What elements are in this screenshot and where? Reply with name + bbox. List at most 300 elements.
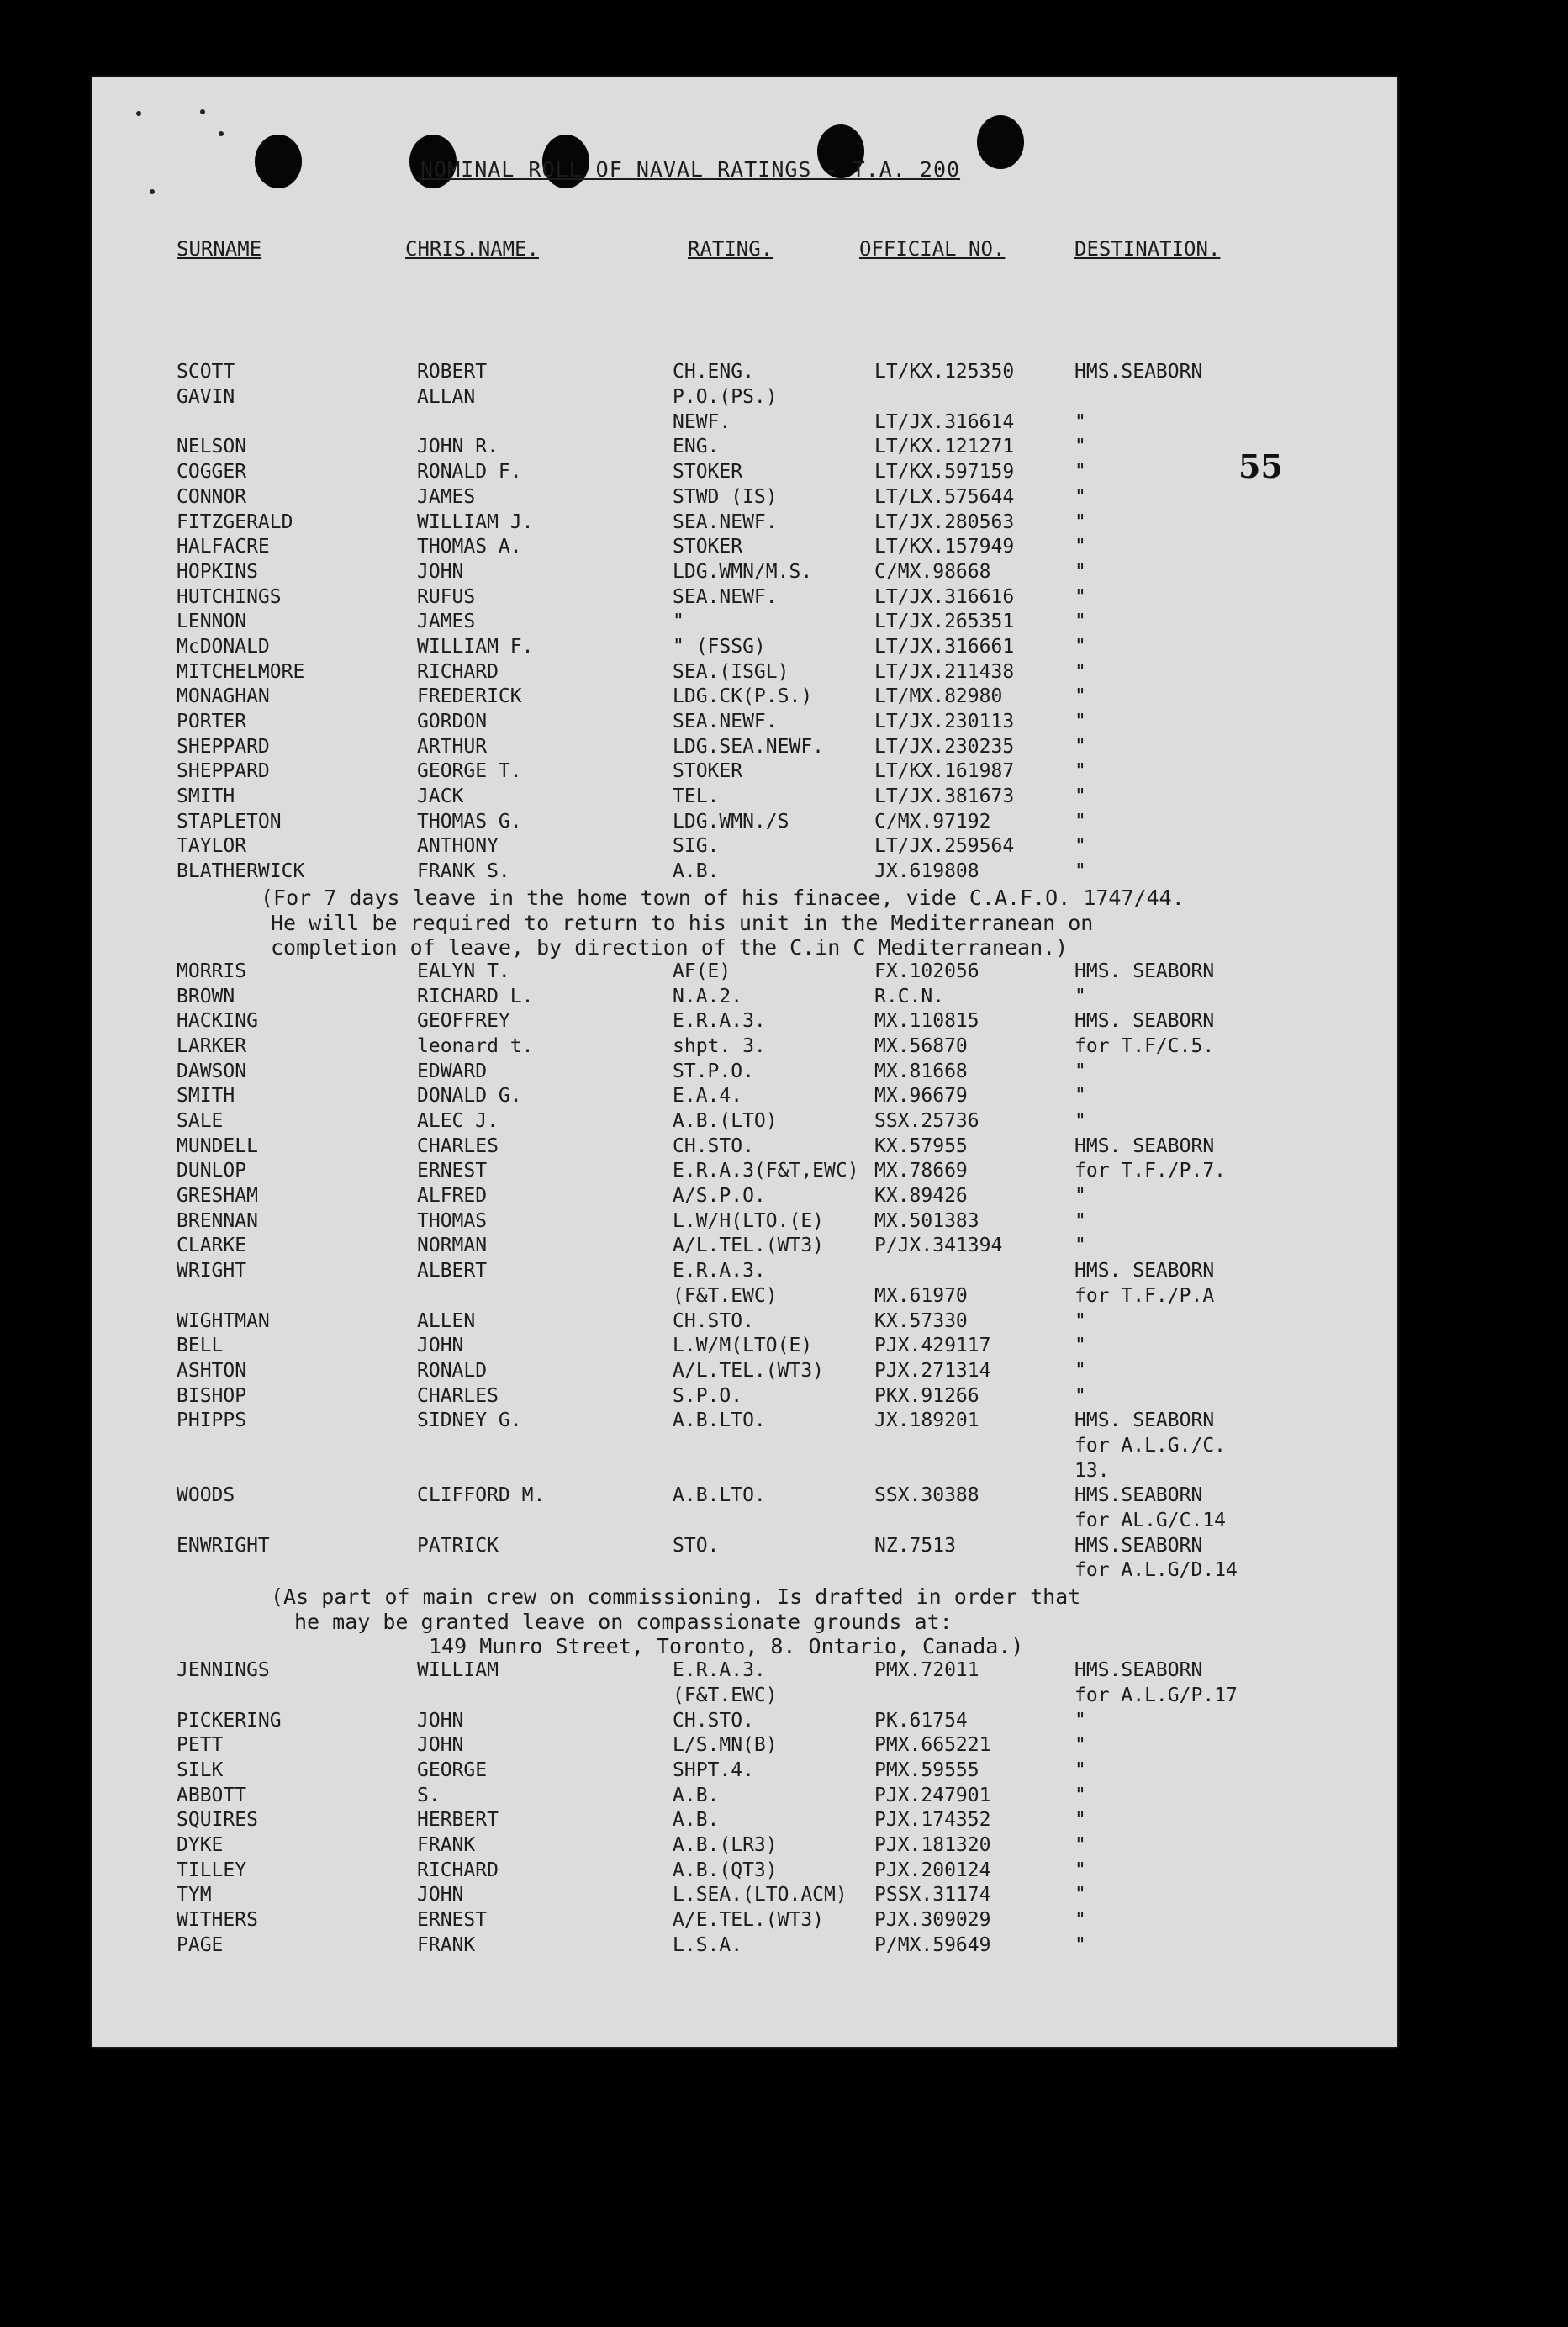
- official-no-cell: LT/KX.161987: [874, 760, 1015, 783]
- chris-name-cell: WILLIAM F.: [417, 635, 534, 658]
- official-no-cell: LT/KX.121271: [874, 436, 1015, 458]
- surname-cell: ASHTON: [177, 1359, 247, 1382]
- surname-cell: WRIGHT: [177, 1260, 247, 1282]
- table-row: [92, 711, 1397, 736]
- chris-name-cell: GEORGE: [417, 1758, 488, 1781]
- table-row: [92, 1035, 1397, 1060]
- chris-name-cell: ANTHONY: [417, 835, 499, 858]
- surname-cell: LENNON: [177, 611, 247, 633]
- surname-cell: SQUIRES: [177, 1809, 258, 1832]
- destination-cell: ": [1074, 735, 1086, 758]
- destination-cell: HMS. SEABORN: [1074, 1010, 1215, 1033]
- destination-cell: for A.L.G/D.14: [1074, 1559, 1238, 1582]
- rating-cell: N.A.2.: [673, 985, 743, 1007]
- official-no-cell: LT/KX.125350: [874, 361, 1015, 383]
- surname-cell: HACKING: [177, 1010, 258, 1033]
- rating-cell: S.P.O.: [673, 1384, 743, 1407]
- rating-cell: ENG.: [673, 436, 720, 458]
- destination-cell: ": [1074, 1884, 1086, 1907]
- official-no-cell: JX.189201: [874, 1409, 979, 1432]
- chris-name-cell: CHARLES: [417, 1134, 499, 1157]
- table-row: [92, 1210, 1397, 1235]
- chris-name-cell: ALLEN: [417, 1309, 476, 1332]
- chris-name-cell: RONALD F.: [417, 461, 522, 484]
- chris-name-cell: JAMES: [417, 611, 476, 633]
- table-row: [92, 1060, 1397, 1086]
- table-row: [92, 536, 1397, 561]
- rating-cell: P.O.(PS.): [673, 386, 778, 409]
- rating-cell: CH.STO.: [673, 1134, 754, 1157]
- chris-name-cell: JOHN R.: [417, 436, 499, 458]
- rating-cell: CH.STO.: [673, 1709, 754, 1732]
- destination-cell: ": [1074, 461, 1086, 484]
- official-no-cell: MX.56870: [874, 1034, 968, 1057]
- table-row: [92, 860, 1397, 886]
- rating-cell: SIG.: [673, 835, 720, 858]
- rating-cell: NEWF.: [673, 410, 731, 433]
- surname-cell: JENNINGS: [177, 1659, 270, 1682]
- official-no-cell: PJX.309029: [874, 1909, 991, 1931]
- surname-cell: ENWRIGHT: [177, 1534, 270, 1557]
- chris-name-cell: FRANK S.: [417, 860, 510, 883]
- rating-cell: A/E.TEL.(WT3): [673, 1909, 825, 1931]
- rating-cell: L/S.MN(B): [673, 1734, 778, 1757]
- table-row: [92, 1135, 1397, 1161]
- rating-cell: SEA.NEWF.: [673, 711, 778, 732]
- surname-cell: PHIPPS: [177, 1409, 247, 1432]
- table-row: [92, 1110, 1397, 1135]
- official-no-cell: LT/KX.597159: [874, 461, 1015, 484]
- surname-cell: McDONALD: [177, 635, 270, 658]
- official-no-cell: LT/JX.211438: [874, 660, 1015, 683]
- surname-cell: BROWN: [177, 985, 235, 1007]
- chris-name-cell: CLIFFORD M.: [417, 1484, 546, 1507]
- surname-cell: SILK: [177, 1758, 224, 1781]
- table-row: [92, 760, 1397, 785]
- rating-cell: E.R.A.3(F&T,EWC): [673, 1160, 859, 1182]
- official-no-cell: PJX.271314: [874, 1359, 991, 1382]
- destination-cell: 13.: [1074, 1459, 1110, 1482]
- surname-cell: WIGHTMAN: [177, 1309, 270, 1332]
- destination-cell: ": [1074, 1110, 1086, 1132]
- surname-cell: DUNLOP: [177, 1160, 247, 1182]
- destination-cell: HMS. SEABORN: [1074, 960, 1215, 982]
- destination-cell: ": [1074, 785, 1086, 808]
- note-text: (As part of main crew on commissioning. Is drafted in order that: [271, 1584, 1081, 1610]
- table-row: [92, 661, 1397, 686]
- surname-cell: TYM: [177, 1884, 212, 1907]
- table-row: [92, 1435, 1397, 1460]
- destination-cell: HMS. SEABORN: [1074, 1409, 1215, 1432]
- table-row: [92, 1759, 1397, 1785]
- table-row: [92, 1360, 1397, 1385]
- chris-name-cell: ARTHUR: [417, 735, 488, 758]
- surname-cell: SMITH: [177, 1085, 235, 1108]
- note-line: [92, 1610, 1397, 1635]
- rating-cell: SHPT.4.: [673, 1758, 754, 1781]
- official-no-cell: PMX.72011: [874, 1659, 979, 1682]
- table-row: [92, 1335, 1397, 1360]
- table-row: [92, 361, 1397, 386]
- table-row: [92, 1160, 1397, 1185]
- paper-speck: [219, 131, 224, 136]
- spacer-row: [92, 336, 1397, 362]
- official-no-cell: FX.102056: [874, 960, 979, 982]
- chris-name-cell: RONALD: [417, 1359, 488, 1382]
- table-row: [92, 1010, 1397, 1035]
- rating-cell: SEA.NEWF.: [673, 510, 778, 533]
- surname-cell: SHEPPARD: [177, 760, 270, 783]
- paper-speck: [136, 111, 141, 116]
- chris-name-cell: leonard t.: [417, 1034, 534, 1057]
- page-number: 55: [1238, 447, 1283, 485]
- destination-cell: ": [1074, 510, 1086, 533]
- chris-name-cell: GEOFFREY: [417, 1010, 510, 1033]
- chris-name-cell: JOHN: [417, 1884, 464, 1907]
- chris-name-cell: FREDERICK: [417, 685, 522, 708]
- note-text: 149 Munro Street, Toronto, 8. Ontario, Canada.): [429, 1634, 1024, 1659]
- table-row: [92, 1659, 1397, 1684]
- official-no-cell: PMX.665221: [874, 1734, 991, 1757]
- official-no-cell: PKX.91266: [874, 1384, 979, 1407]
- surname-cell: GAVIN: [177, 386, 235, 409]
- destination-cell: ": [1074, 1758, 1086, 1781]
- official-no-cell: LT/JX.316661: [874, 635, 1015, 658]
- destination-cell: ": [1074, 760, 1086, 783]
- official-no-cell: LT/LX.575644: [874, 485, 1015, 508]
- destination-cell: ": [1074, 1359, 1086, 1382]
- destination-cell: ": [1074, 1933, 1086, 1956]
- rating-cell: A/L.TEL.(WT3): [673, 1359, 825, 1382]
- official-no-cell: MX.501383: [874, 1209, 979, 1232]
- surname-cell: BELL: [177, 1335, 224, 1357]
- rating-cell: A.B.: [673, 860, 720, 883]
- chris-name-cell: THOMAS: [417, 1209, 488, 1232]
- official-no-cell: PJX.200124: [874, 1859, 991, 1881]
- table-row: [92, 1484, 1397, 1510]
- destination-cell: HMS.SEABORN: [1074, 1534, 1203, 1557]
- rating-cell: TEL.: [673, 785, 720, 808]
- surname-cell: PETT: [177, 1734, 224, 1757]
- rating-cell: A/S.P.O.: [673, 1185, 766, 1208]
- destination-cell: ": [1074, 1709, 1086, 1732]
- table-row: [92, 1859, 1397, 1885]
- destination-cell: ": [1074, 835, 1086, 858]
- official-no-cell: LT/JX.381673: [874, 785, 1015, 808]
- surname-cell: PAGE: [177, 1933, 224, 1956]
- rating-cell: (F&T.EWC): [673, 1684, 778, 1706]
- paper-speck: [150, 189, 155, 194]
- rating-cell: LDG.WMN./S: [673, 810, 789, 833]
- rating-cell: STOKER: [673, 760, 743, 783]
- destination-cell: for AL.G/C.14: [1074, 1510, 1227, 1531]
- chris-name-cell: JOHN: [417, 1734, 464, 1757]
- chris-name-cell: ALLAN: [417, 386, 476, 409]
- table-row: [92, 586, 1397, 611]
- official-no-cell: KX.57330: [874, 1309, 968, 1332]
- official-no-cell: LT/KX.157949: [874, 536, 1015, 558]
- official-no-cell: SSX.25736: [874, 1110, 979, 1132]
- destination-cell: ": [1074, 1734, 1086, 1757]
- rating-cell: A.B.(QT3): [673, 1859, 778, 1881]
- note-line: [92, 1634, 1397, 1659]
- rating-cell: " (FSSG): [673, 635, 766, 658]
- table-row: [92, 960, 1397, 986]
- official-no-cell: LT/JX.280563: [874, 510, 1015, 533]
- chris-name-cell: RICHARD: [417, 1859, 499, 1881]
- destination-cell: ": [1074, 1060, 1086, 1082]
- header-chris-name: CHRIS.NAME.: [405, 237, 539, 261]
- chris-name-cell: ALEC J.: [417, 1110, 499, 1132]
- header-destination: DESTINATION.: [1074, 237, 1221, 261]
- note-line: [92, 911, 1397, 936]
- destination-cell: ": [1074, 1809, 1086, 1832]
- chris-name-cell: WILLIAM J.: [417, 510, 534, 533]
- official-no-cell: KX.89426: [874, 1185, 968, 1208]
- destination-cell: ": [1074, 560, 1086, 583]
- destination-cell: for T.F./P.A: [1074, 1284, 1215, 1307]
- official-no-cell: PSSX.31174: [874, 1884, 991, 1907]
- destination-cell: HMS.SEABORN: [1074, 1484, 1203, 1507]
- destination-cell: ": [1074, 536, 1086, 558]
- rating-cell: CH.STO.: [673, 1309, 754, 1332]
- destination-cell: HMS.SEABORN: [1074, 361, 1203, 383]
- header-surname: SURNAME: [177, 237, 262, 261]
- table-row: [92, 1285, 1397, 1310]
- table-row: [92, 1185, 1397, 1210]
- spacer-row: [92, 311, 1397, 336]
- official-no-cell: PJX.174352: [874, 1809, 991, 1832]
- surname-cell: COGGER: [177, 461, 247, 484]
- destination-cell: ": [1074, 436, 1086, 458]
- table-row: [92, 1235, 1397, 1260]
- chris-name-cell: GEORGE T.: [417, 760, 522, 783]
- paper-speck: [200, 109, 205, 114]
- official-no-cell: MX.81668: [874, 1060, 968, 1082]
- chris-name-cell: JOHN: [417, 1335, 464, 1357]
- destination-cell: ": [1074, 1185, 1086, 1208]
- official-no-cell: PJX.247901: [874, 1784, 991, 1806]
- surname-cell: HALFACRE: [177, 536, 270, 558]
- chris-name-cell: ROBERT: [417, 361, 488, 383]
- official-no-cell: MX.96679: [874, 1085, 968, 1108]
- table-row: [92, 736, 1397, 761]
- chris-name-cell: CHARLES: [417, 1384, 499, 1407]
- surname-cell: BISHOP: [177, 1384, 247, 1407]
- surname-cell: DYKE: [177, 1833, 224, 1856]
- official-no-cell: KX.57955: [874, 1134, 968, 1157]
- note-line: [92, 935, 1397, 960]
- punch-hole: [977, 115, 1024, 169]
- rating-cell: SEA.NEWF.: [673, 585, 778, 608]
- rating-cell: shpt. 3.: [673, 1034, 766, 1057]
- rating-cell: A.B.(LTO): [673, 1110, 778, 1132]
- table-row: [92, 636, 1397, 661]
- official-no-cell: PJX.181320: [874, 1833, 991, 1856]
- table-row: [92, 1559, 1397, 1584]
- rating-cell: A.B.: [673, 1784, 720, 1806]
- surname-cell: SMITH: [177, 785, 235, 808]
- rating-cell: A.B.: [673, 1809, 720, 1832]
- official-no-cell: LT/JX.259564: [874, 835, 1015, 858]
- ratings-table: [92, 311, 1397, 1959]
- official-no-cell: LT/JX.265351: [874, 611, 1015, 633]
- destination-cell: HMS. SEABORN: [1074, 1134, 1215, 1157]
- destination-cell: ": [1074, 1309, 1086, 1332]
- rating-cell: STWD (IS): [673, 485, 778, 508]
- destination-cell: ": [1074, 1085, 1086, 1108]
- note-text: he may be granted leave on compassionate grounds at:: [294, 1609, 953, 1634]
- chris-name-cell: WILLIAM: [417, 1659, 499, 1682]
- destination-cell: ": [1074, 1209, 1086, 1232]
- table-row: [92, 1884, 1397, 1909]
- official-no-cell: LT/JX.230113: [874, 711, 1015, 732]
- table-row: [92, 561, 1397, 586]
- rating-cell: L.W/M(LTO(E): [673, 1335, 813, 1357]
- document-title: NOMINAL ROLL OF NAVAL RATINGS - T.A. 200: [420, 157, 961, 182]
- header-rating: RATING.: [688, 237, 773, 261]
- table-row: [92, 436, 1397, 461]
- official-no-cell: LT/MX.82980: [874, 685, 1003, 708]
- chris-name-cell: ERNEST: [417, 1909, 488, 1931]
- official-no-cell: LT/JX.230235: [874, 735, 1015, 758]
- destination-cell: ": [1074, 810, 1086, 833]
- destination-cell: for T.F/C.5.: [1074, 1034, 1215, 1057]
- chris-name-cell: EALYN T.: [417, 960, 510, 982]
- surname-cell: BRENNAN: [177, 1209, 258, 1232]
- surname-cell: SHEPPARD: [177, 735, 270, 758]
- table-row: [92, 1934, 1397, 1959]
- table-row: [92, 1085, 1397, 1110]
- chris-name-cell: JACK: [417, 785, 464, 808]
- table-row: [92, 1684, 1397, 1710]
- table-row: [92, 1809, 1397, 1834]
- table-row: [92, 486, 1397, 511]
- surname-cell: MONAGHAN: [177, 685, 270, 708]
- official-no-cell: SSX.30388: [874, 1484, 979, 1507]
- surname-cell: GRESHAM: [177, 1185, 258, 1208]
- surname-cell: CONNOR: [177, 485, 247, 508]
- rating-cell: STO.: [673, 1534, 720, 1557]
- chris-name-cell: RICHARD L.: [417, 985, 534, 1007]
- chris-name-cell: THOMAS G.: [417, 810, 522, 833]
- surname-cell: WOODS: [177, 1484, 235, 1507]
- chris-name-cell: NORMAN: [417, 1235, 488, 1257]
- official-no-cell: LT/JX.316616: [874, 585, 1015, 608]
- table-row: [92, 1409, 1397, 1435]
- official-no-cell: PJX.429117: [874, 1335, 991, 1357]
- chris-name-cell: RUFUS: [417, 585, 476, 608]
- table-row: [92, 1535, 1397, 1560]
- surname-cell: STAPLETON: [177, 810, 282, 833]
- destination-cell: ": [1074, 711, 1086, 732]
- official-no-cell: MX.110815: [874, 1010, 979, 1033]
- table-row: [92, 1734, 1397, 1759]
- note-line: [92, 1584, 1397, 1610]
- rating-cell: STOKER: [673, 536, 743, 558]
- chris-name-cell: FRANK: [417, 1833, 476, 1856]
- table-row: [92, 1310, 1397, 1335]
- official-no-cell: C/MX.98668: [874, 560, 991, 583]
- official-no-cell: LT/JX.316614: [874, 410, 1015, 433]
- rating-cell: A.B.(LR3): [673, 1833, 778, 1856]
- header-official-no: OFFICIAL NO.: [859, 237, 1006, 261]
- rating-cell: L.S.A.: [673, 1933, 743, 1956]
- document-page: [92, 77, 1397, 2047]
- note-text: He will be required to return to his unit in the Mediterranean on: [271, 910, 1094, 935]
- destination-cell: ": [1074, 1909, 1086, 1931]
- chris-name-cell: EDWARD: [417, 1060, 488, 1082]
- rating-cell: ": [673, 611, 684, 633]
- chris-name-cell: S.: [417, 1784, 441, 1806]
- chris-name-cell: JOHN: [417, 1709, 464, 1732]
- rating-cell: L.W/H(LTO.(E): [673, 1209, 825, 1232]
- official-no-cell: MX.78669: [874, 1160, 968, 1182]
- surname-cell: HUTCHINGS: [177, 585, 282, 608]
- official-no-cell: R.C.N.: [874, 985, 945, 1007]
- surname-cell: PICKERING: [177, 1709, 282, 1732]
- table-row: [92, 835, 1397, 860]
- rating-cell: (F&T.EWC): [673, 1284, 778, 1307]
- table-row: [92, 1260, 1397, 1285]
- destination-cell: ": [1074, 1784, 1086, 1806]
- table-row: [92, 386, 1397, 411]
- official-no-cell: PMX.59555: [874, 1758, 979, 1781]
- table-row: [92, 461, 1397, 486]
- official-no-cell: PK.61754: [874, 1709, 968, 1732]
- surname-cell: TAYLOR: [177, 835, 247, 858]
- rating-cell: A.B.LTO.: [673, 1484, 766, 1507]
- table-row: [92, 1710, 1397, 1735]
- surname-cell: PORTER: [177, 711, 247, 732]
- surname-cell: WITHERS: [177, 1909, 258, 1931]
- destination-cell: ": [1074, 1833, 1086, 1856]
- surname-cell: CLARKE: [177, 1235, 247, 1257]
- destination-cell: ": [1074, 685, 1086, 708]
- table-row: [92, 1460, 1397, 1485]
- surname-cell: ABBOTT: [177, 1784, 247, 1806]
- table-row: [92, 685, 1397, 711]
- rating-cell: L.SEA.(LTO.ACM): [673, 1884, 847, 1907]
- destination-cell: ": [1074, 635, 1086, 658]
- chris-name-cell: SIDNEY G.: [417, 1409, 522, 1432]
- rating-cell: E.R.A.3.: [673, 1260, 766, 1282]
- table-row: [92, 611, 1397, 636]
- destination-cell: ": [1074, 1384, 1086, 1407]
- chris-name-cell: ALFRED: [417, 1185, 488, 1208]
- table-row: [92, 511, 1397, 537]
- official-no-cell: P/JX.341394: [874, 1235, 1003, 1257]
- note-text: completion of leave, by direction of the C.in C Mediterranean.): [271, 935, 1069, 960]
- destination-cell: for A.L.G./C.: [1074, 1434, 1227, 1457]
- chris-name-cell: ALBERT: [417, 1260, 488, 1282]
- rating-cell: E.R.A.3.: [673, 1659, 766, 1682]
- table-row: [92, 811, 1397, 836]
- official-no-cell: MX.61970: [874, 1284, 968, 1307]
- rating-cell: SEA.(ISGL): [673, 660, 789, 683]
- rating-cell: LDG.WMN/M.S.: [673, 560, 813, 583]
- chris-name-cell: HERBERT: [417, 1809, 499, 1832]
- surname-cell: FITZGERALD: [177, 510, 293, 533]
- surname-cell: SALE: [177, 1110, 224, 1132]
- destination-cell: ": [1074, 585, 1086, 608]
- rating-cell: LDG.CK(P.S.): [673, 685, 813, 708]
- destination-cell: ": [1074, 985, 1086, 1007]
- destination-cell: ": [1074, 660, 1086, 683]
- official-no-cell: P/MX.59649: [874, 1933, 991, 1956]
- table-row: [92, 986, 1397, 1011]
- rating-cell: CH.ENG.: [673, 361, 754, 383]
